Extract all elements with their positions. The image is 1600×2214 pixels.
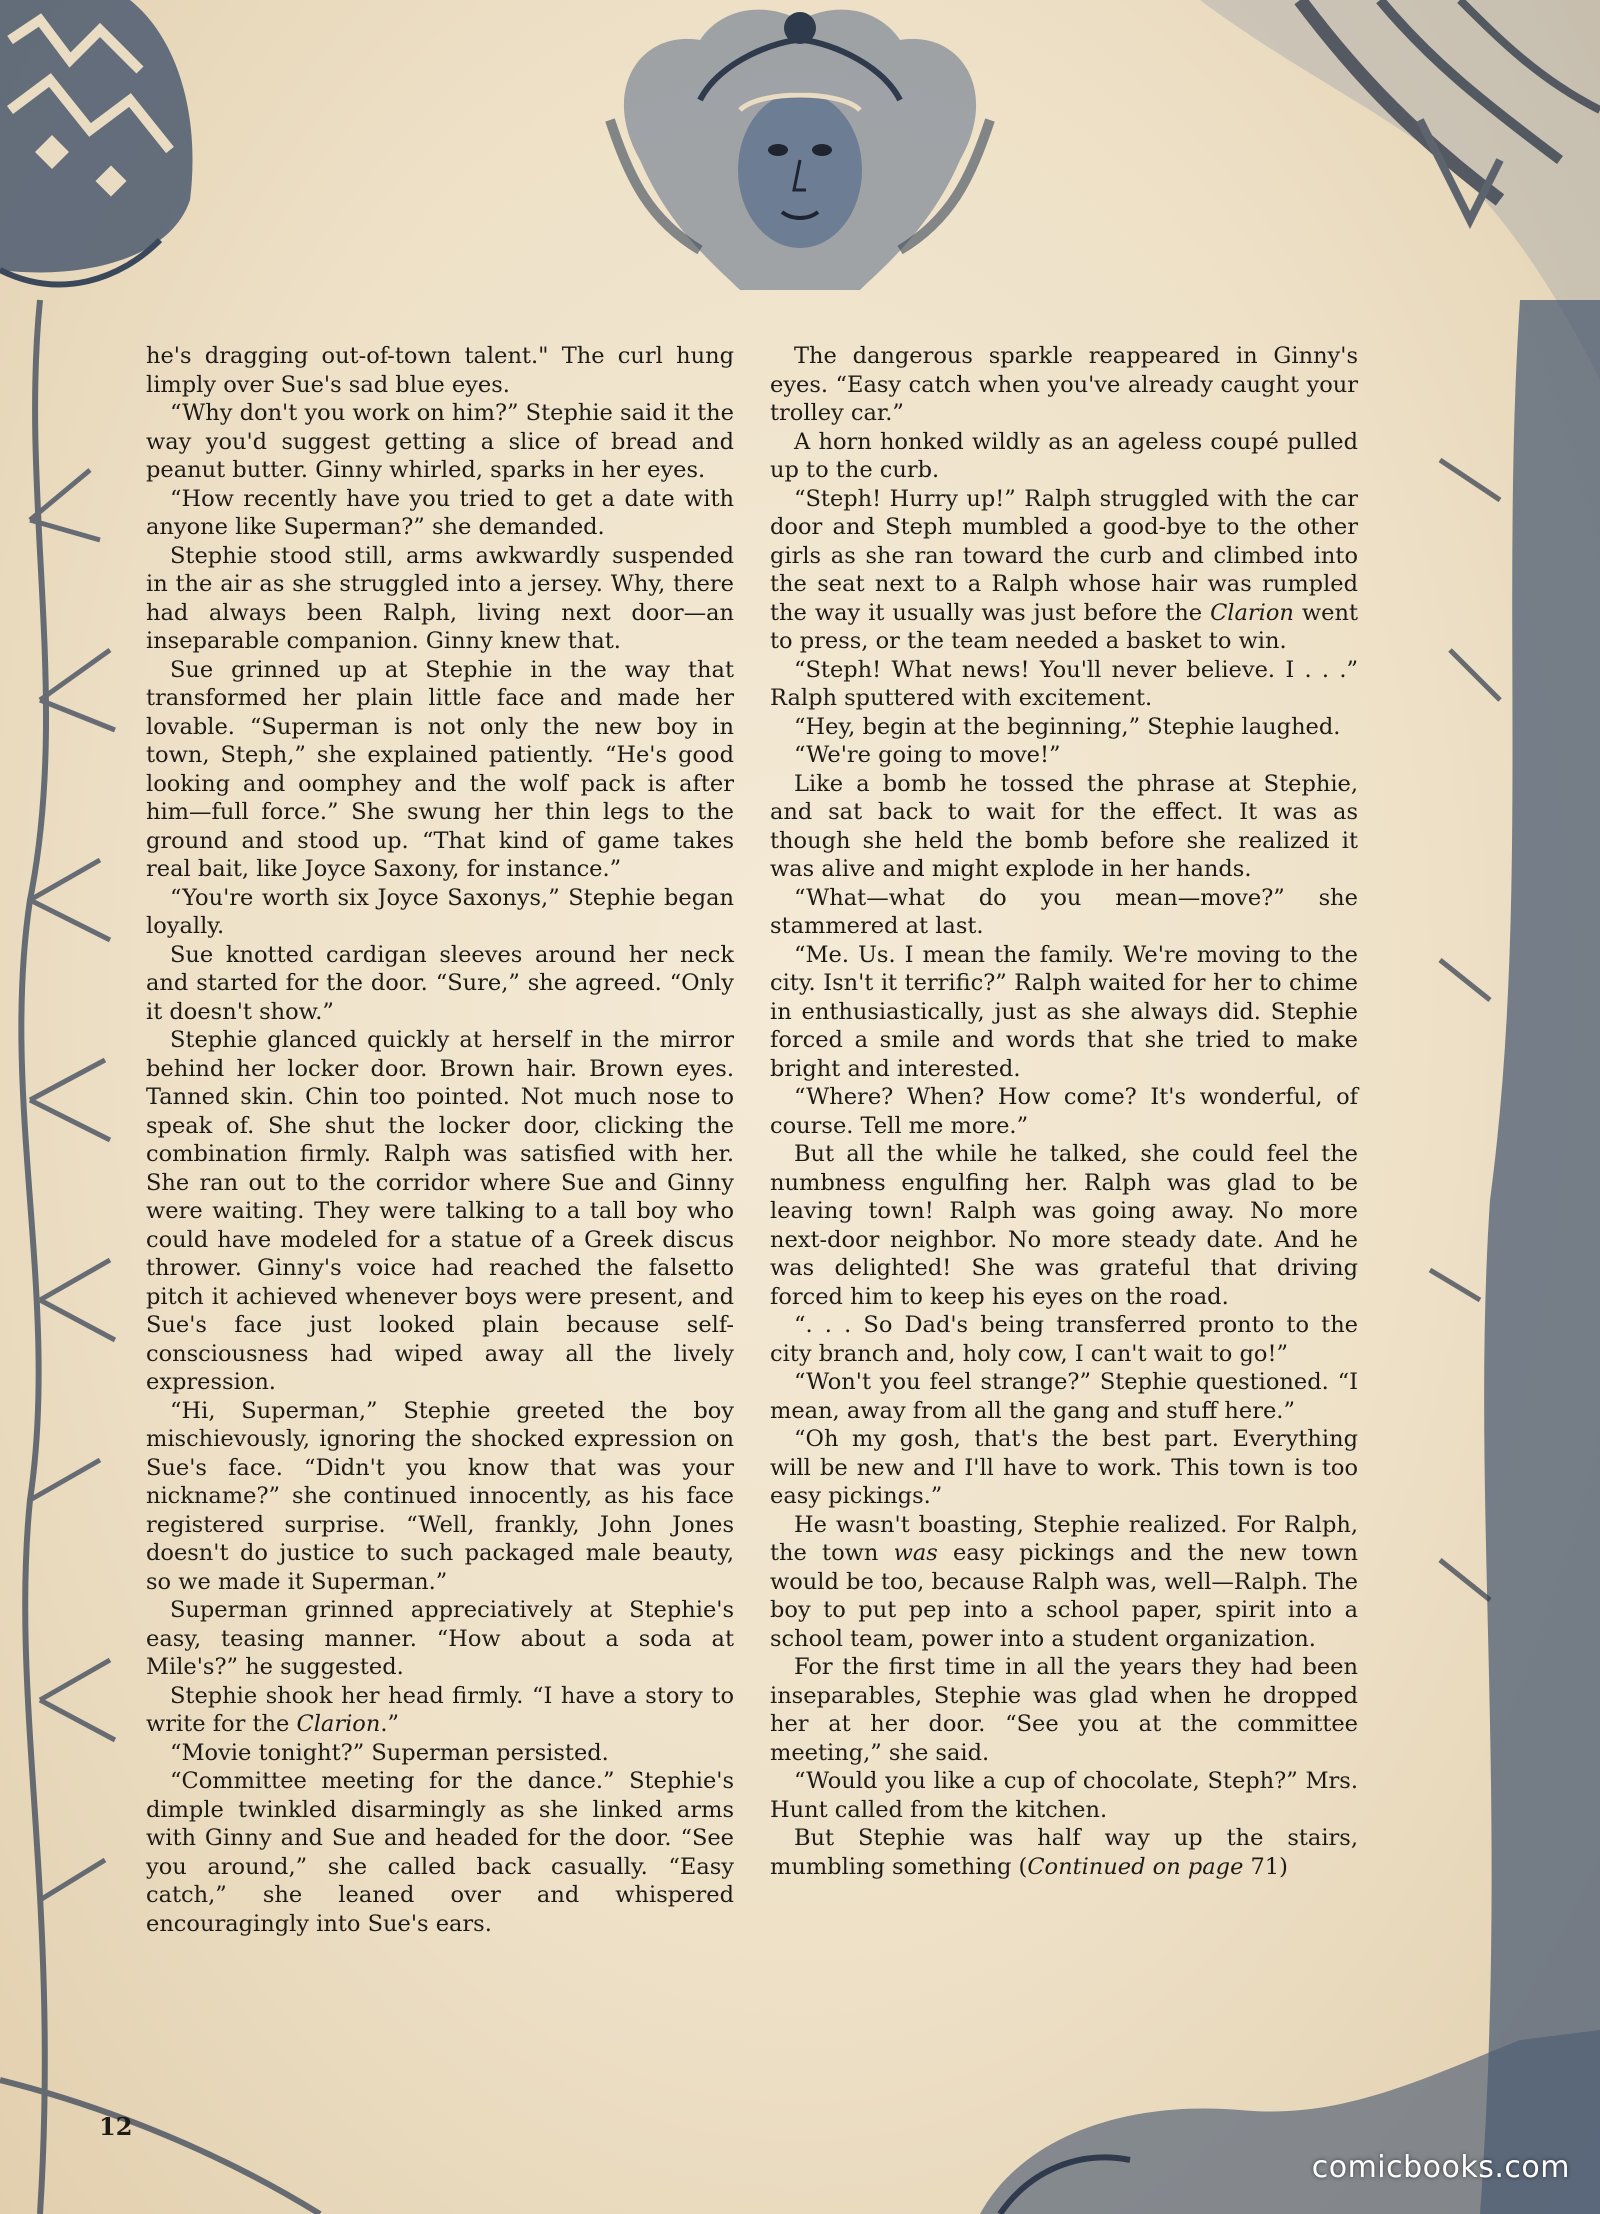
story-paragraph [146, 1682, 734, 1739]
story-paragraph [146, 884, 734, 941]
paragraph-text: The dangerous sparkle reappeared in Ginny's eyes. “Easy catch when you've already caught your trolley car.” [770, 343, 1358, 426]
story-paragraph [770, 1824, 1358, 1881]
story-paragraph [770, 770, 1358, 884]
paragraph-text-after: 71) [1243, 1853, 1288, 1880]
paragraph-text: Sue knotted cardigan sleeves around her neck and started for the door. “Sure,” she agreed. “Only it doesn't show.” [146, 941, 734, 1025]
paragraph-text: “Committee meeting for the dance.” Stephie's dimple twinkled disarmingly as she linked arms with Ginny and Sue and headed for the door. “See you around,” she called back casually. “Easy catch,” she leaned over and whispered encouragingly into Sue's ears. [146, 1768, 734, 1937]
story-paragraph [770, 1511, 1358, 1654]
tribal-shield-illustration [0, 0, 193, 284]
paragraph-text: “Would you like a cup of chocolate, Steph?” Mrs. Hunt called from the kitchen. [770, 1768, 1358, 1823]
italic-text: Continued on page [1027, 1853, 1244, 1880]
paragraph-text: “Why don't you work on him?” Stephie said it the way you'd suggest getting a slice of bread and peanut butter. Ginny whirled, sparks in her eyes. [146, 400, 734, 483]
story-paragraph [770, 342, 1358, 428]
paragraph-text: A horn honked wildly as an ageless coupé pulled up to the curb. [770, 428, 1358, 483]
story-paragraph [770, 1425, 1358, 1511]
paragraph-text: “Steph! What news! You'll never believe. I . . .” Ralph sputtered with excitement. [770, 656, 1358, 711]
story-paragraph [770, 741, 1358, 770]
paragraph-text: “How recently have you tried to get a date with anyone like Superman?” she demanded. [146, 485, 734, 540]
italic-text: Clarion [296, 1711, 381, 1737]
paragraph-text: he's dragging out-of-town talent." The curl hung limply over Sue's sad blue eyes. [146, 343, 734, 398]
paragraph-text: Stephie stood still, arms awkwardly suspended in the air as she struggled into a jersey. Why, there had always been Ralph, living next door—an inseparable companion. Ginny knew that. [146, 542, 734, 654]
story-paragraph [146, 485, 734, 542]
story-paragraph [146, 542, 734, 656]
paragraph-text: He wasn't boasting, Stephie realized. For Ralph, the town [770, 1511, 1358, 1566]
story-paragraph [770, 485, 1358, 656]
page-number: 12 [99, 2112, 133, 2141]
portrait-head-illustration [610, 10, 990, 290]
story-paragraph [770, 1767, 1358, 1824]
paragraph-text: For the first time in all the years they had been inseparables, Stephie was glad when he dropped her at her door. “See you at the committee meeting,” she said. [770, 1654, 1358, 1766]
foliage-right-border [1430, 300, 1600, 2214]
paragraph-text: Sue grinned up at Stephie in the way that transformed her plain little face and made her lovable. “Superman is not only the new boy in town, Steph,” she explained patiently. “He's good looking and oomphey and the wolf pack is after him—full force.” She swung her thin legs to the ground and stood up. “That kind of game takes real bait, like Joyce Saxony, for instance.” [146, 656, 734, 882]
paragraph-text: “We're going to move!” [794, 742, 1061, 768]
story-column-right [770, 342, 1358, 1881]
story-paragraph [146, 399, 734, 485]
story-paragraph [770, 1140, 1358, 1311]
paragraph-text: “Where? When? How come? It's wonderful, of course. Tell me more.” [770, 1084, 1358, 1139]
paragraph-text-after: .” [380, 1711, 399, 1737]
paragraph-text: “Hey, begin at the beginning,” Stephie laughed. [794, 713, 1341, 740]
story-paragraph [770, 713, 1358, 742]
paragraph-text: “. . . So Dad's being transferred pronto to the city branch and, holy cow, I can't wait to go!” [770, 1312, 1358, 1367]
story-paragraph [146, 342, 734, 399]
foliage-bottom [980, 2030, 1600, 2214]
story-paragraph [770, 656, 1358, 713]
story-paragraph [146, 1596, 734, 1682]
story-paragraph [770, 1653, 1358, 1767]
paragraph-text: Stephie shook her head firmly. “I have a story to write for the [146, 1682, 734, 1737]
paragraph-text-after: easy pickings and the new town would be too, because Ralph was, well—Ralph. The boy to put pep into a school paper, spirit into a school team, power into a student organization. [770, 1540, 1358, 1652]
story-paragraph [770, 884, 1358, 941]
italic-text: was [893, 1540, 938, 1566]
story-paragraph [146, 1739, 734, 1768]
story-paragraph [146, 941, 734, 1027]
story-paragraph [770, 1083, 1358, 1140]
paragraph-text: But Stephie was half way up the stairs, mumbling something ( [770, 1825, 1358, 1880]
italic-text: Clarion [1210, 599, 1294, 626]
story-paragraph [146, 1026, 734, 1397]
story-paragraph [146, 1397, 734, 1597]
paragraph-text: “Movie tonight?” Superman persisted. [170, 1739, 609, 1766]
story-paragraph [146, 656, 734, 884]
paragraph-text: “Won't you feel strange?” Stephie questioned. “I mean, away from all the gang and stuff here.” [770, 1369, 1358, 1424]
story-paragraph [770, 1368, 1358, 1425]
paragraph-text: “What—what do you mean—move?” she stammered at last. [770, 884, 1358, 939]
paragraph-text: Like a bomb he tossed the phrase at Stephie, and sat back to wait for the effect. It was as though she held the bomb before she realized it was alive and might explode in her hands. [770, 770, 1358, 882]
paragraph-text: “You're worth six Joyce Saxonys,” Stephie began loyally. [146, 884, 734, 939]
paragraph-text: “Hi, Superman,” Stephie greeted the boy mischievously, ignoring the shocked expression on Sue's face. “Didn't you know that was your nickname?” she continued innocently, as his face registered surprise. “Well, frankly, John Jones doesn't do justice to such packaged male beauty, so we made it Superman.” [146, 1397, 734, 1595]
paragraph-text: “Steph! Hurry up!” Ralph struggled with the car door and Steph mumbled a good-bye to the other girls as she ran toward the curb and climbed into the seat next to a Ralph whose hair was rumpled the way it usually was just before the [770, 485, 1358, 626]
paragraph-text: “Oh my gosh, that's the best part. Everything will be new and I'll have to work. This town is too easy pickings.” [770, 1426, 1358, 1509]
paragraph-text-after: went to press, or the team needed a basket to win. [770, 599, 1358, 654]
story-paragraph [770, 1311, 1358, 1368]
story-paragraph [770, 941, 1358, 1084]
story-paragraph [146, 1767, 734, 1938]
paragraph-text: Stephie glanced quickly at herself in the mirror behind her locker door. Brown hair. Brown eyes. Tanned skin. Chin too pointed. Not much nose to speak of. She shut the locker door, clicking the combination firmly. Ralph was satisfied with her. She ran out to the corridor where Sue and Ginny were waiting. They were talking to a tall boy who could have modeled for a statue of a Greek discus thrower. Ginny's voice had reached the falsetto pitch it achieved whenever boys were present, and Sue's face just looked plain because self-consciousness had wiped away all the lively expression. [146, 1027, 734, 1395]
paragraph-text: But all the while he talked, she could feel the numbness engulfing her. Ralph was glad to be leaving town! Ralph was going away. No more next-door neighbor. No more steady date. And he was delighted! She was grateful that driving forced him to keep his eyes on the road. [770, 1141, 1358, 1310]
watermark: comicbooks.com [1311, 2150, 1570, 2185]
paragraph-text: “Me. Us. I mean the family. We're moving to the city. Isn't it terrific?” Ralph waited for her to chime in enthusiastically, just as she always did. Stephie forced a smile and words that she tried to make bright and interested. [770, 941, 1358, 1082]
story-column-left [146, 342, 734, 1938]
paragraph-text: Superman grinned appreciatively at Stephie's easy, teasing manner. “How about a soda at Mile's?” he suggested. [146, 1597, 734, 1680]
story-paragraph [770, 428, 1358, 485]
